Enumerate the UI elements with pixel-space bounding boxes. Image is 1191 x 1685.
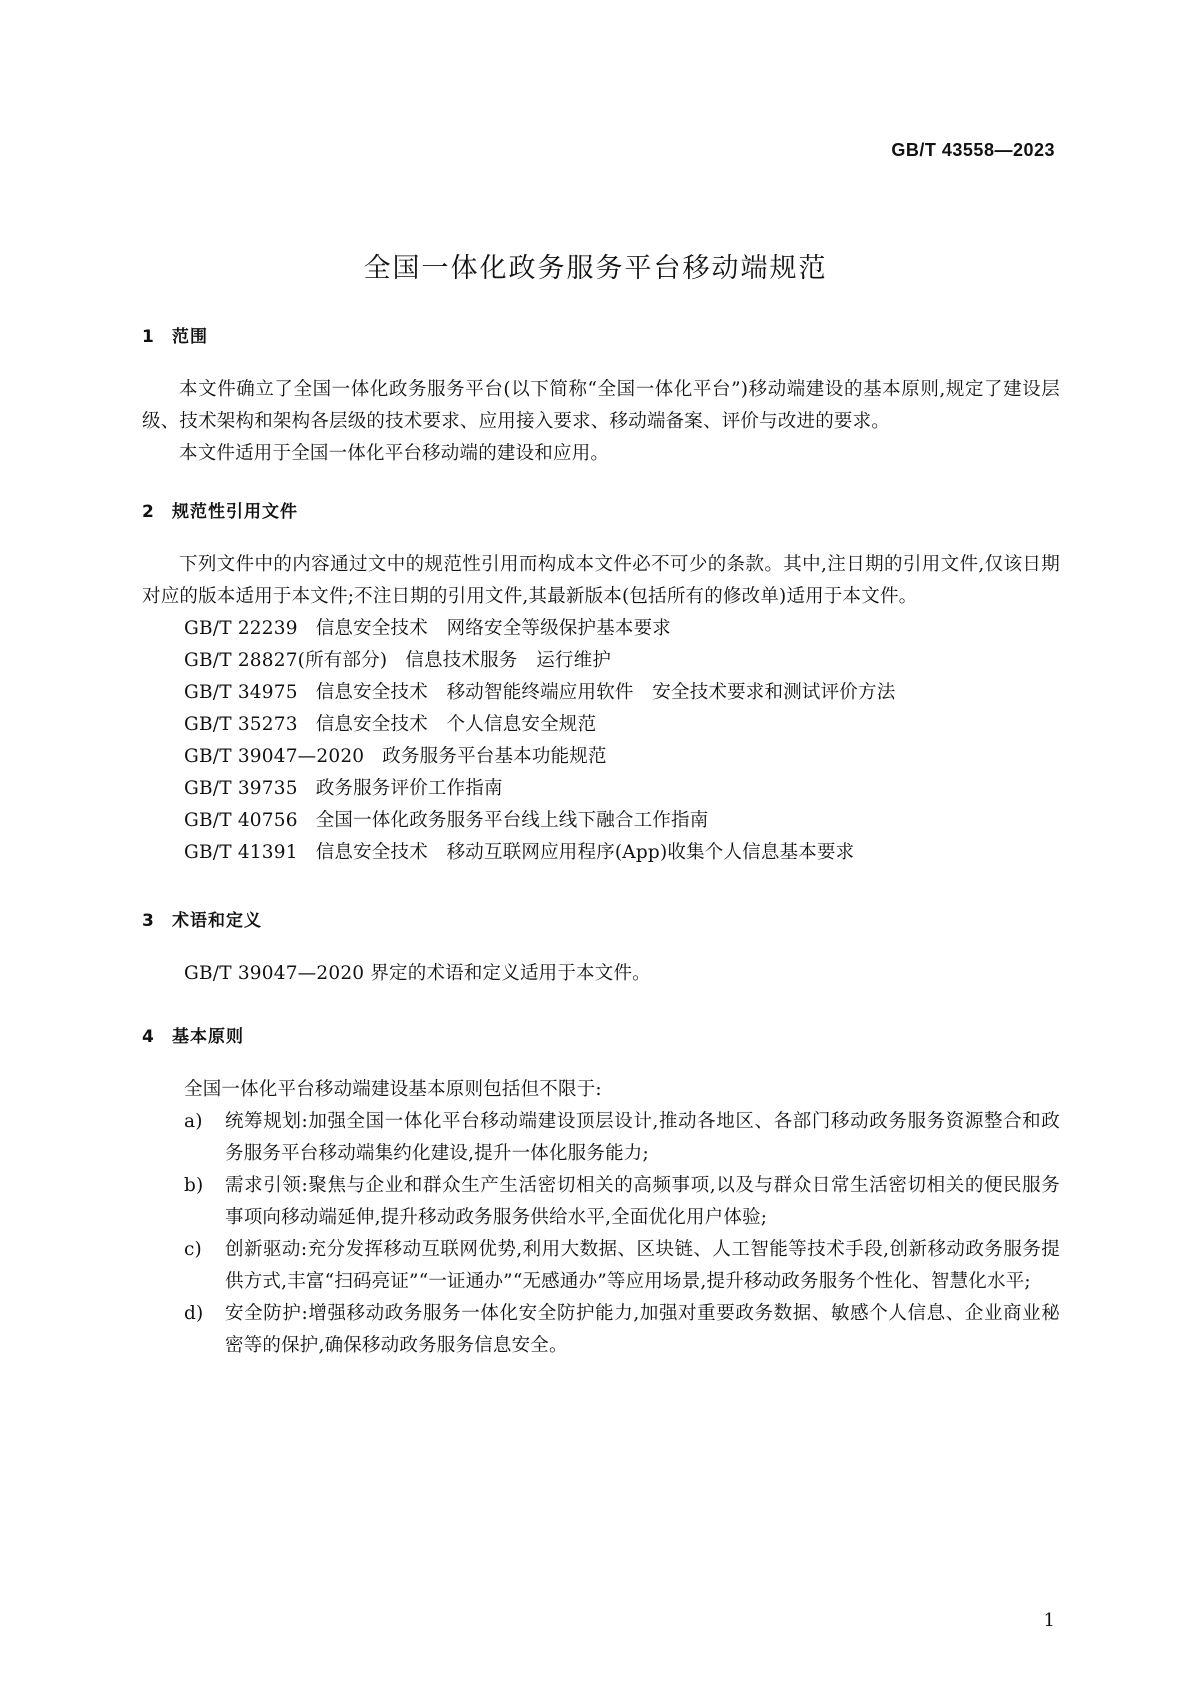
section-3-body: [142, 958, 1060, 990]
definition-text: GB/T 39047—2020 界定的术语和定义适用于本文件。: [184, 963, 651, 984]
section-title: 术语和定义: [172, 911, 262, 931]
section-title: 规范性引用文件: [172, 502, 298, 522]
section-number: 1: [142, 327, 155, 347]
reference-code: GB/T 40756: [184, 810, 298, 831]
section-1-body: [142, 374, 1060, 470]
item-text: 统筹规划:加强全国一体化平台移动端建设顶层设计,推动各地区、各部门移动政务服务资源整合和政务服务平台移动端集约化建设,提升一体化服务能力;: [225, 1111, 1060, 1164]
section-number: 3: [142, 911, 155, 931]
section-2-body: [142, 549, 1060, 869]
section-number: 2: [142, 502, 155, 522]
reference-code: GB/T 41391: [184, 842, 298, 863]
list-item: [142, 805, 1060, 837]
section-4-heading: [142, 1022, 244, 1047]
reference-code: GB/T 39047—2020: [184, 746, 365, 767]
principle-list: [142, 1106, 1060, 1362]
document-title: 全国一体化政务服务平台移动端规范: [363, 253, 828, 284]
paragraph: 下列文件中的内容通过文中的规范性引用而构成本文件必不可少的条款。其中,注日期的引用文件,仅该日期对应的版本适用于本文件;不注日期的引用文件,其最新版本(包括所有的修改单)适用于本文件。: [142, 554, 1060, 607]
section-2-heading: [142, 497, 298, 522]
reference-title: 信息技术服务 运行维护: [405, 650, 612, 671]
list-item: [142, 709, 1060, 741]
reference-title: 信息安全技术 移动互联网应用程序(App)收集个人信息基本要求: [315, 842, 855, 863]
section-title: 范围: [172, 327, 208, 347]
section-title: 基本原则: [172, 1027, 244, 1047]
list-item: [142, 645, 1060, 677]
reference-code: GB/T 34975: [184, 682, 298, 703]
list-item: [142, 613, 1060, 645]
list-item: [142, 1298, 1060, 1362]
reference-title: 信息安全技术 网络安全等级保护基本要求: [315, 618, 671, 639]
page-number: 1: [1043, 1610, 1055, 1631]
reference-code: GB/T 22239: [184, 618, 298, 639]
reference-title: 信息安全技术 个人信息安全规范: [315, 714, 597, 735]
item-text: 需求引领:聚焦与企业和群众生产生活密切相关的高频事项,以及与群众日常生活密切相关的便民服务事项向移动端延伸,提升移动政务服务供给水平,全面优化用户体验;: [225, 1175, 1060, 1228]
item-marker: c): [184, 1239, 202, 1260]
reference-list: [142, 613, 1060, 869]
reference-code: GB/T 28827(所有部分): [184, 650, 388, 671]
list-item: [142, 1170, 1060, 1234]
list-item: [142, 741, 1060, 773]
section-3-heading: [142, 906, 262, 931]
item-marker: a): [184, 1111, 203, 1132]
item-marker: b): [184, 1175, 204, 1196]
principles-intro: 全国一体化平台移动端建设基本原则包括但不限于:: [184, 1079, 602, 1100]
item-marker: d): [184, 1303, 204, 1324]
reference-title: 政务服务评价工作指南: [315, 778, 503, 799]
item-text: 安全防护:增强移动政务服务一体化安全防护能力,加强对重要政务数据、敏感个人信息、企业商业秘密等的保护,确保移动政务服务信息安全。: [225, 1303, 1060, 1356]
list-item: [142, 1106, 1060, 1170]
reference-title: 信息安全技术 移动智能终端应用软件 安全技术要求和测试评价方法: [315, 682, 896, 703]
reference-title: 全国一体化政务服务平台线上线下融合工作指南: [315, 810, 709, 831]
reference-title: 政务服务平台基本功能规范: [382, 746, 607, 767]
section-4-body: [142, 1074, 1060, 1362]
reference-code: GB/T 35273: [184, 714, 298, 735]
standard-code: GB/T 43558—2023: [891, 140, 1055, 160]
list-item: [142, 677, 1060, 709]
list-item: [142, 1234, 1060, 1298]
item-text: 创新驱动:充分发挥移动互联网优势,利用大数据、区块链、人工智能等技术手段,创新移动政务服务提供方式,丰富“扫码亮证”“一证通办”“无感通办”等应用场景,提升移动政务服务个性化、智慧化水平;: [225, 1239, 1060, 1292]
section-number: 4: [142, 1027, 155, 1047]
section-1-heading: [142, 322, 208, 347]
list-item: [142, 837, 1060, 869]
reference-code: GB/T 39735: [184, 778, 298, 799]
list-item: [142, 773, 1060, 805]
paragraph: 本文件适用于全国一体化平台移动端的建设和应用。: [179, 443, 610, 464]
paragraph: 本文件确立了全国一体化政务服务平台(以下简称“全国一体化平台”)移动端建设的基本原则,规定了建设层级、技术架构和架构各层级的技术要求、应用接入要求、移动端备案、评价与改进的要求。: [142, 379, 1060, 432]
